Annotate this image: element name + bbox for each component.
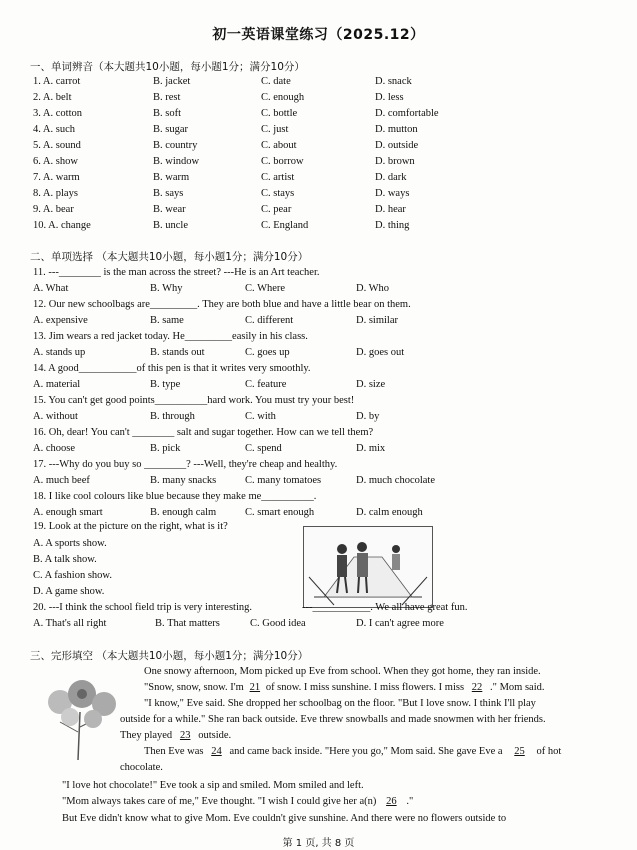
blank-23: 23 [179, 730, 191, 741]
answer-option: B. stands out [150, 347, 205, 358]
sound-option: B. window [153, 156, 200, 167]
sound-option: 7. A. warm [33, 172, 80, 183]
question-20: 20. ---I think the school field trip is very interesting. [33, 602, 252, 613]
q20-option-c: C. Good idea [250, 618, 306, 629]
sound-option: C. date [261, 76, 291, 87]
answer-option: C. Where [245, 283, 286, 294]
question-19: 19. Look at the picture on the right, what is it? [33, 521, 228, 532]
sound-option: D. comfortable [375, 108, 439, 119]
sound-option: D. thing [375, 220, 410, 231]
q20-option-d: D. I can't agree more [356, 618, 444, 629]
answer-option: B. same [150, 315, 184, 326]
answer-option: C. feature [245, 379, 287, 390]
answer-option: D. goes out [356, 347, 405, 358]
question-13: 13. Jim wears a red jacket today. He_________easily in his class. [33, 331, 308, 342]
answer-option: A. enough smart [33, 507, 103, 518]
q20-option-a: A. That's all right [33, 618, 107, 629]
answer-option: B. type [150, 379, 181, 390]
passage-line-1: One snowy afternoon, Mom picked up Eve from school. When they got home, they ran inside. [144, 666, 541, 677]
passage-line-9: "Mom always takes care of me," Eve thought. "I wish I could give her a(n) 26 ." [62, 796, 414, 807]
options-row [0, 347, 637, 363]
answer-option: B. many snacks [150, 475, 217, 486]
answer-option: A. What [33, 283, 69, 294]
passage-line-7: chocolate. [120, 762, 163, 773]
sound-question-row [0, 124, 637, 140]
answer-option: D. size [356, 379, 386, 390]
sound-option: C. stays [261, 188, 295, 199]
sound-option: 10. A. change [33, 220, 91, 231]
question-11: 11. ---________ is the man across the street? ---He is an Art teacher. [33, 267, 320, 278]
sound-option: B. country [153, 140, 198, 151]
answer-option: D. similar [356, 315, 398, 326]
sound-option: 1. A. carrot [33, 76, 81, 87]
q19-option-d: D. A game show. [33, 586, 105, 597]
sound-question-row [0, 92, 637, 108]
passage-line-2: "Snow, snow, snow. I'm 21 of snow. I miss sunshine. I miss flowers. I miss 22 ." Mom said. [144, 682, 545, 693]
answer-option: A. without [33, 411, 78, 422]
answer-option: D. Who [356, 283, 390, 294]
question-12: 12. Our new schoolbags are_________. They are both blue and have a little bear on them. [33, 299, 411, 310]
question-20-reply: ---___________. We all have great fun. [302, 602, 468, 613]
sound-option: B. uncle [153, 220, 188, 231]
sound-option: 9. A. bear [33, 204, 74, 215]
sound-option: C. borrow [261, 156, 304, 167]
sound-option: D. snack [375, 76, 412, 87]
section-2-heading: 二、单项选择 （本大题共10小题，每小题1分；满分10分） [30, 251, 309, 263]
options-row [0, 475, 637, 491]
sound-question-row [0, 172, 637, 188]
blank-22: 22 [471, 682, 483, 693]
passage-line-6: Then Eve was 24 and came back inside. "Here you go," Mom said. She gave Eve a 25 of hot [144, 746, 562, 757]
answer-option: A. stands up [33, 347, 86, 358]
blank-26: 26 [386, 796, 397, 807]
sound-option: 8. A. plays [33, 188, 78, 199]
passage-line-4: outside for a while." She ran back outside. Eve threw snowballs and made snowmen with her friends. [120, 714, 546, 725]
sound-option: C. just [261, 124, 289, 135]
sound-option: 6. A. show [33, 156, 78, 167]
answer-option: A. choose [33, 443, 75, 454]
answer-option: C. goes up [245, 347, 290, 358]
section-1-heading: 一、单词辨音（本大题共10小题，每小题1分；满分10分） [30, 61, 305, 73]
passage-line-5: They played 23 outside. [120, 730, 232, 741]
passage-line-3: "I know," Eve said. She dropped her schoolbag on the floor. "But I love snow. I think I'll play [144, 698, 536, 709]
sound-option: 4. A. such [33, 124, 75, 135]
q20-option-b: B. That matters [155, 618, 220, 629]
answer-option: B. enough calm [150, 507, 217, 518]
question-16: 16. Oh, dear! You can't ________ salt and sugar together. How can we tell them? [33, 427, 374, 438]
sound-option: B. jacket [153, 76, 191, 87]
sound-question-row [0, 220, 637, 236]
answer-option: D. by [356, 411, 380, 422]
sound-option: C. pear [261, 204, 292, 215]
sound-question-row [0, 76, 637, 92]
options-row [0, 379, 637, 395]
options-row [0, 283, 637, 299]
q19-option-a: A. A sports show. [33, 538, 107, 549]
sound-option: C. artist [261, 172, 295, 183]
answer-option: C. smart enough [245, 507, 315, 518]
answer-option: A. material [33, 379, 81, 390]
question-15: 15. You can't get good points__________hard work. You must try your best! [33, 395, 355, 406]
page-footer: 第 1 页, 共 8 页 [282, 838, 355, 849]
sound-option: B. sugar [153, 124, 188, 135]
answer-option: C. different [245, 315, 294, 326]
sound-option: D. less [375, 92, 404, 103]
blank-24: 24 [211, 746, 222, 757]
sound-option: D. outside [375, 140, 419, 151]
q19-option-c: C. A fashion show. [33, 570, 112, 581]
passage-line-8: "I love hot chocolate!" Eve took a sip and smiled. Mom smiled and left. [62, 780, 364, 791]
flower-illustration [30, 672, 130, 762]
sound-option: C. bottle [261, 108, 298, 119]
options-row [0, 315, 637, 331]
question-17: 17. ---Why do you buy so ________? ---Well, they're cheap and healthy. [33, 459, 338, 470]
passage-line-10: But Eve didn't know what to give Mom. Eve couldn't give sunshine. And there were no flowers outside to [62, 813, 507, 824]
question-18: 18. I like cool colours like blue because they make me__________. [33, 491, 317, 502]
sound-option: B. soft [153, 108, 182, 119]
sound-option: C. enough [261, 92, 305, 103]
answer-option: A. expensive [33, 315, 88, 326]
options-row [0, 443, 637, 459]
sound-option: C. England [261, 220, 309, 231]
sound-option: B. rest [153, 92, 181, 103]
answer-option: A. much beef [33, 475, 90, 486]
answer-option: B. Why [150, 283, 183, 294]
sound-question-row [0, 140, 637, 156]
sound-option: 5. A. sound [33, 140, 81, 151]
answer-option: D. mix [356, 443, 386, 454]
answer-option: D. much chocolate [356, 475, 436, 486]
sound-option: D. hear [375, 204, 406, 215]
page-title: 初一英语课堂练习（2025.12） [212, 27, 425, 43]
sound-question-row [0, 204, 637, 220]
sound-option: B. wear [153, 204, 186, 215]
sound-option: 3. A. cotton [33, 108, 82, 119]
sound-option: C. about [261, 140, 297, 151]
answer-option: B. pick [150, 443, 181, 454]
blank-25: 25 [514, 746, 525, 757]
answer-option: C. with [245, 411, 276, 422]
sound-option: D. ways [375, 188, 410, 199]
options-row [0, 411, 637, 427]
section-3-heading: 三、完形填空 （本大题共10小题，每小题1分；满分10分） [30, 650, 309, 662]
answer-option: C. many tomatoes [245, 475, 322, 486]
sound-option: D. mutton [375, 124, 418, 135]
sound-question-row [0, 156, 637, 172]
sound-question-row [0, 188, 637, 204]
blank-21: 21 [249, 682, 261, 693]
fashion-show-picture [303, 526, 433, 608]
sound-option: 2. A. belt [33, 92, 72, 103]
answer-option: C. spend [245, 443, 282, 454]
answer-option: D. calm enough [356, 507, 423, 518]
sound-option: D. dark [375, 172, 407, 183]
q19-option-b: B. A talk show. [33, 554, 97, 565]
sound-question-row [0, 108, 637, 124]
sound-option: B. says [153, 188, 184, 199]
sound-option: D. brown [375, 156, 415, 167]
question-14: 14. A good___________of this pen is that it writes very smoothly. [33, 363, 311, 374]
sound-option: B. warm [153, 172, 190, 183]
answer-option: B. through [150, 411, 195, 422]
